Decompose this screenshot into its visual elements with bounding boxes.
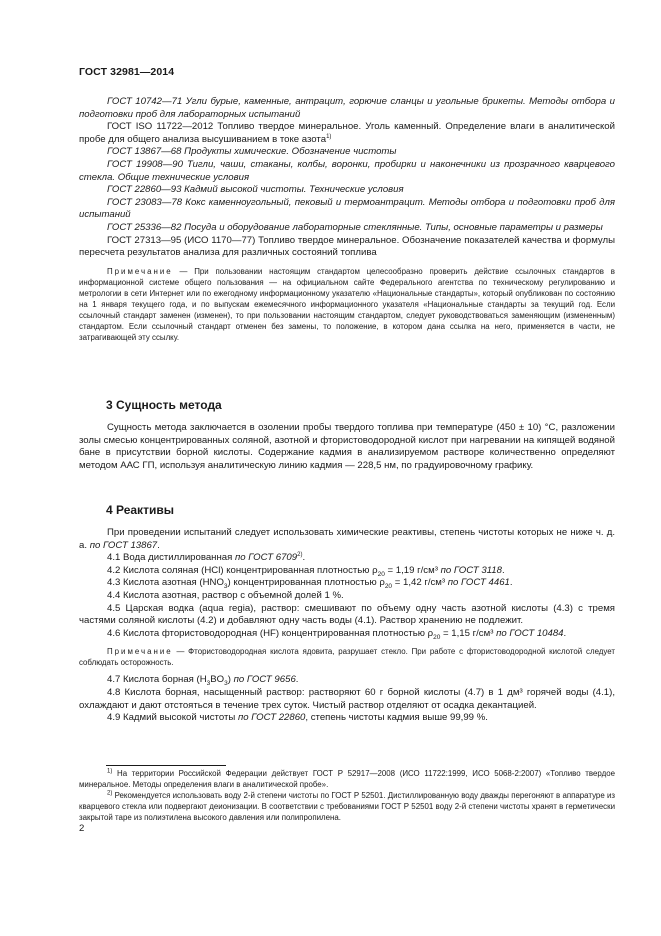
- footnote: $^{1)}$ На территории Российской Федерации действует ГОСТ Р 52917—2008 (ИСО 11722:1999, ИСО 5068-2:2007) «Топливо твердое минеральное. Методы определения влаги в аналитической пробе».: [79, 768, 615, 789]
- normative-references: [79, 96, 615, 343]
- section-4-body: [79, 527, 615, 725]
- reagent-item: 4.5 Царская водка (aqua regia), раствор: смешивают по объему одну часть азотной кислоты (4.3) с тремя частями соляной кислоты (4.2) и добавляют одну часть воды (4.1). Раствор хранению не подлежит.: [79, 602, 615, 627]
- footnote: $^{2)}$ Рекомендуется использовать воду 2-й степени чистоты по ГОСТ Р 52501. Дистиллированную воду дважды перегоняют в аппаратуре из кварцевого стекла или подвергают деионизации. В соответствии с требованиями ГОСТ Р 52501 воду 2-й степени чистоты хранят в герметически закрытой таре из полиэтилена высокого давления или полипропилена.: [79, 790, 615, 822]
- note-text: — При пользовании настоящим стандартом целесообразно проверить действие ссылочных стандартов в информационной системе общего пользования — на официальном сайте Федерального агентства по техническому регулированию и метрологии в сети Интернет или по ежегодному информационному указателю «Национальные стандарты», который опубликован по состоянию на 1 января текущего года, и по выпускам ежемесячного информационного указателя «Национальные стандарты за текущий год. Если ссылочный стандарт заменен (изменен), то при пользовании настоящим стандартом, следует руководствоваться заменяющим (измененным) стандартом. Если ссылочный стандарт отменен без замены, то положение, в котором дана ссылка на него, применяется в части, не затрагивающей эту ссылку.: [79, 266, 615, 342]
- section-3-body: [79, 422, 615, 472]
- reagent-item: 4.4 Кислота азотная, раствор с объемной долей 1 %.: [107, 589, 344, 601]
- note-block: [79, 646, 615, 668]
- reference-item: ГОСТ 13867—68 Продукты химические. Обозначение чистоты: [107, 146, 397, 158]
- reagent-item: 4.6 Кислота фтористоводородная (HF) концентрированная плотностью $\rho_{20} = 1,15$ г/см³ по ГОСТ 10484.: [107, 627, 567, 641]
- reagent-item: 4.9 Кадмий высокой чистоты по ГОСТ 22860, степень чистоты кадмия выше 99,99 %.: [107, 712, 488, 724]
- reagent-item: 4.2 Кислота соляная (HCl) концентрированная плотностью $\rho_{20} = 1,19$ г/см³ по ГОСТ 3118.: [107, 564, 505, 578]
- reagent-item: 4.3 Кислота азотная $(HNO_3)$ концентрированная плотностью $\rho_{20} = 1,42$ г/см³ по ГОСТ 4461.: [107, 577, 513, 591]
- paragraph: При проведении испытаний следует использовать химические реактивы, степень чистоты которых не ниже ч. д. а. по ГОСТ 13867.: [79, 527, 615, 551]
- reagent-item: 4.7 Кислота борная $(H_3BO_3)$ по ГОСТ 9656.: [107, 674, 299, 688]
- reference-item: ГОСТ ISO 11722—2012 Топливо твердое минеральное. Уголь каменный. Определение влаги в аналитической пробе для общего анализа высушиванием в токе азота$^{1)}$: [79, 121, 615, 145]
- reference-item: ГОСТ 25336—82 Посуда и оборудование лабораторные стеклянные. Типы, основные параметры и размеры: [107, 221, 603, 233]
- note-text: — Фтористоводородная кислота ядовита, разрушает стекло. При работе с фтористоводородной кислотой следует соблюдать осторожность.: [79, 647, 615, 668]
- note-block: [79, 266, 615, 343]
- note-label: Примечание: [107, 647, 173, 657]
- page-number: 2: [79, 823, 85, 834]
- footnotes: [79, 768, 615, 823]
- footnote-divider: [106, 765, 226, 766]
- note-label: Примечание: [107, 266, 173, 276]
- reagent-item: 4.1 Вода дистиллированная по ГОСТ 6709$^{2)}$.: [107, 552, 306, 564]
- section-4-title: 4 Реактивы: [106, 503, 174, 517]
- section-3-title: 3 Сущность метода: [106, 398, 222, 412]
- document-code-header: ГОСТ 32981—2014: [79, 66, 175, 78]
- paragraph: Сущность метода заключается в озолении пробы твердого топлива при температуре (450 ± 10) °С, разложении золы смесью концентрированных соляной, азотной и фтористоводородной кислот при нагревании на кипящей водяной бане в присутствии борной кислоты. Содержание кадмия в анализируемом растворе количественно определяют методом ААС ГП, используя аналитическую линию кадмия — 228,5 нм, по градуировочному графику.: [79, 422, 615, 471]
- reference-item: ГОСТ 22860—93 Кадмий высокой чистоты. Технические условия: [107, 184, 404, 196]
- reagent-item: 4.8 Кислота борная, насыщенный раствор: растворяют 60 г борной кислоты (4.7) в 1 дм³ горячей воды (4.1), охлаждают и дают отстояться в течение трех суток. Чистый раствор отделяют от осадка декантацией.: [79, 686, 615, 711]
- reference-item: ГОСТ 27313—95 (ИСО 1170—77) Топливо твердое минеральное. Обозначение показателей качества и формулы пересчета результатов анализа для различных состояний топлива: [79, 234, 615, 259]
- reference-item: ГОСТ 10742—71 Угли бурые, каменные, антрацит, горючие сланцы и угольные брикеты. Методы отбора и подготовки проб для лабораторных испытаний: [79, 96, 615, 120]
- reference-item: ГОСТ 19908—90 Тигли, чаши, стаканы, колбы, воронки, пробирки и наконечники из прозрачного кварцевого стекла. Общие технические условия: [79, 158, 615, 183]
- reference-item: ГОСТ 23083—78 Кокс каменноугольный, пековый и термоантрацит. Методы отбора и подготовки проб для испытаний: [79, 196, 615, 221]
